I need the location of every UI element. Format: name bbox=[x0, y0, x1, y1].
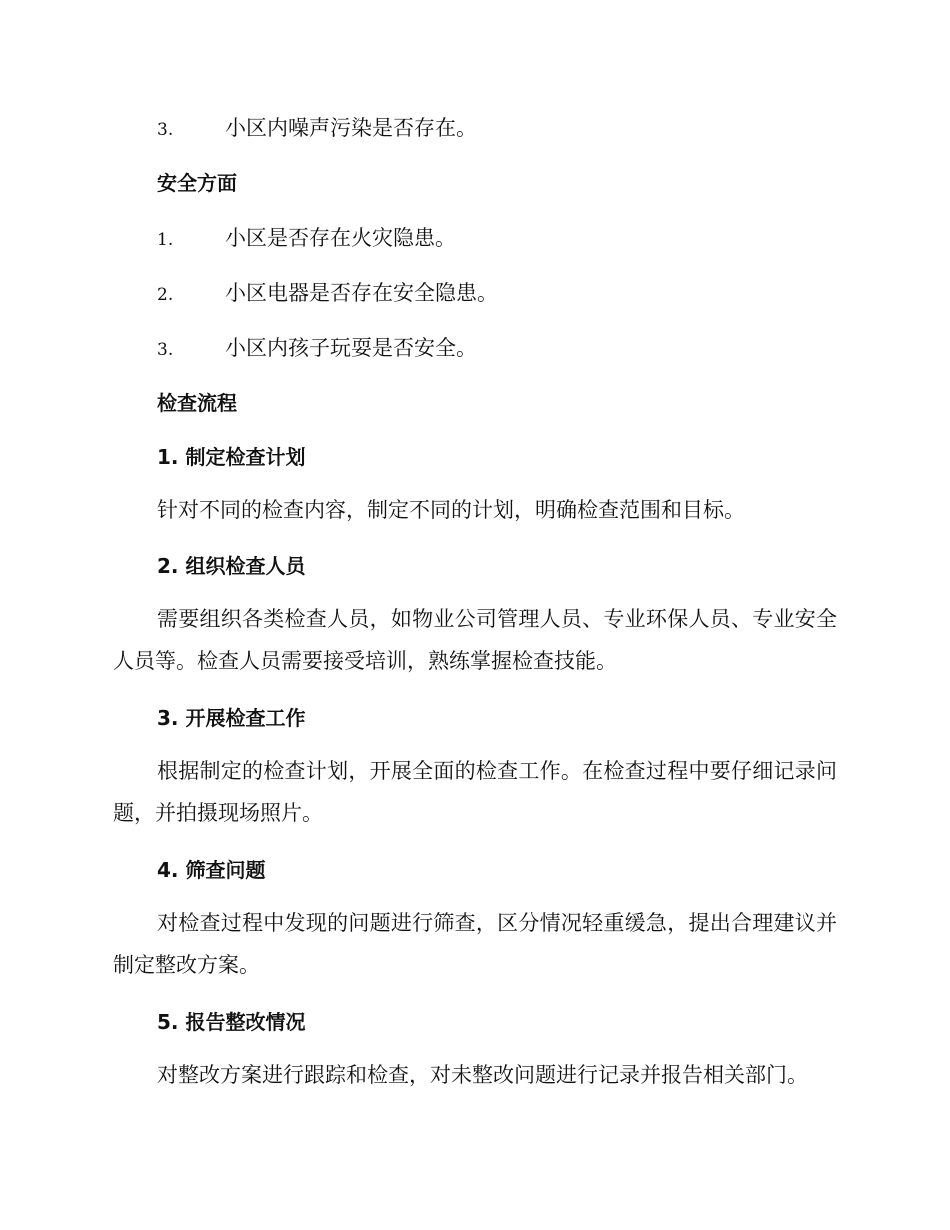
step-title-5: 5. 报告整改情况 bbox=[157, 1010, 306, 1034]
step-title-4: 4. 筛查问题 bbox=[157, 858, 266, 882]
safety-list-item-2 bbox=[157, 281, 498, 307]
list-number: 1. bbox=[157, 230, 174, 250]
list-number: 3. bbox=[157, 340, 174, 360]
section-heading-safety: 安全方面 bbox=[157, 171, 237, 195]
list-text: 小区内孩子玩耍是否安全。 bbox=[225, 336, 477, 360]
step-body-3: 根据制定的检查计划，开展全面的检查工作。在检查过程中要仔细记录问题，并拍摄现场照片。 bbox=[113, 759, 837, 825]
list-text: 小区内噪声污染是否存在。 bbox=[225, 116, 477, 140]
step-title-2: 2. 组织检查人员 bbox=[157, 554, 306, 578]
step-body-2: 需要组织各类检查人员，如物业公司管理人员、专业环保人员、专业安全人员等。检查人员需要接受培训，熟练掌握检查技能。 bbox=[113, 607, 837, 673]
safety-list-item-1 bbox=[157, 226, 456, 252]
list-number: 2. bbox=[157, 285, 174, 305]
step-body-4: 对检查过程中发现的问题进行筛查，区分情况轻重缓急，提出合理建议并制定整改方案。 bbox=[113, 911, 837, 977]
step-title-1: 1. 制定检查计划 bbox=[157, 445, 306, 469]
list-text: 小区是否存在火灾隐患。 bbox=[225, 226, 456, 250]
step-body-1: 针对不同的检查内容，制定不同的计划，明确检查范围和目标。 bbox=[157, 498, 745, 522]
step-title-3: 3. 开展检查工作 bbox=[157, 706, 306, 730]
list-number: 3. bbox=[157, 120, 174, 140]
list-text: 小区电器是否存在安全隐患。 bbox=[225, 281, 498, 305]
env-list-item-3 bbox=[157, 116, 477, 142]
section-heading-process: 检查流程 bbox=[157, 391, 237, 415]
safety-list-item-3 bbox=[157, 336, 477, 362]
step-body-5: 对整改方案进行跟踪和检查，对未整改问题进行记录并报告相关部门。 bbox=[157, 1063, 808, 1087]
